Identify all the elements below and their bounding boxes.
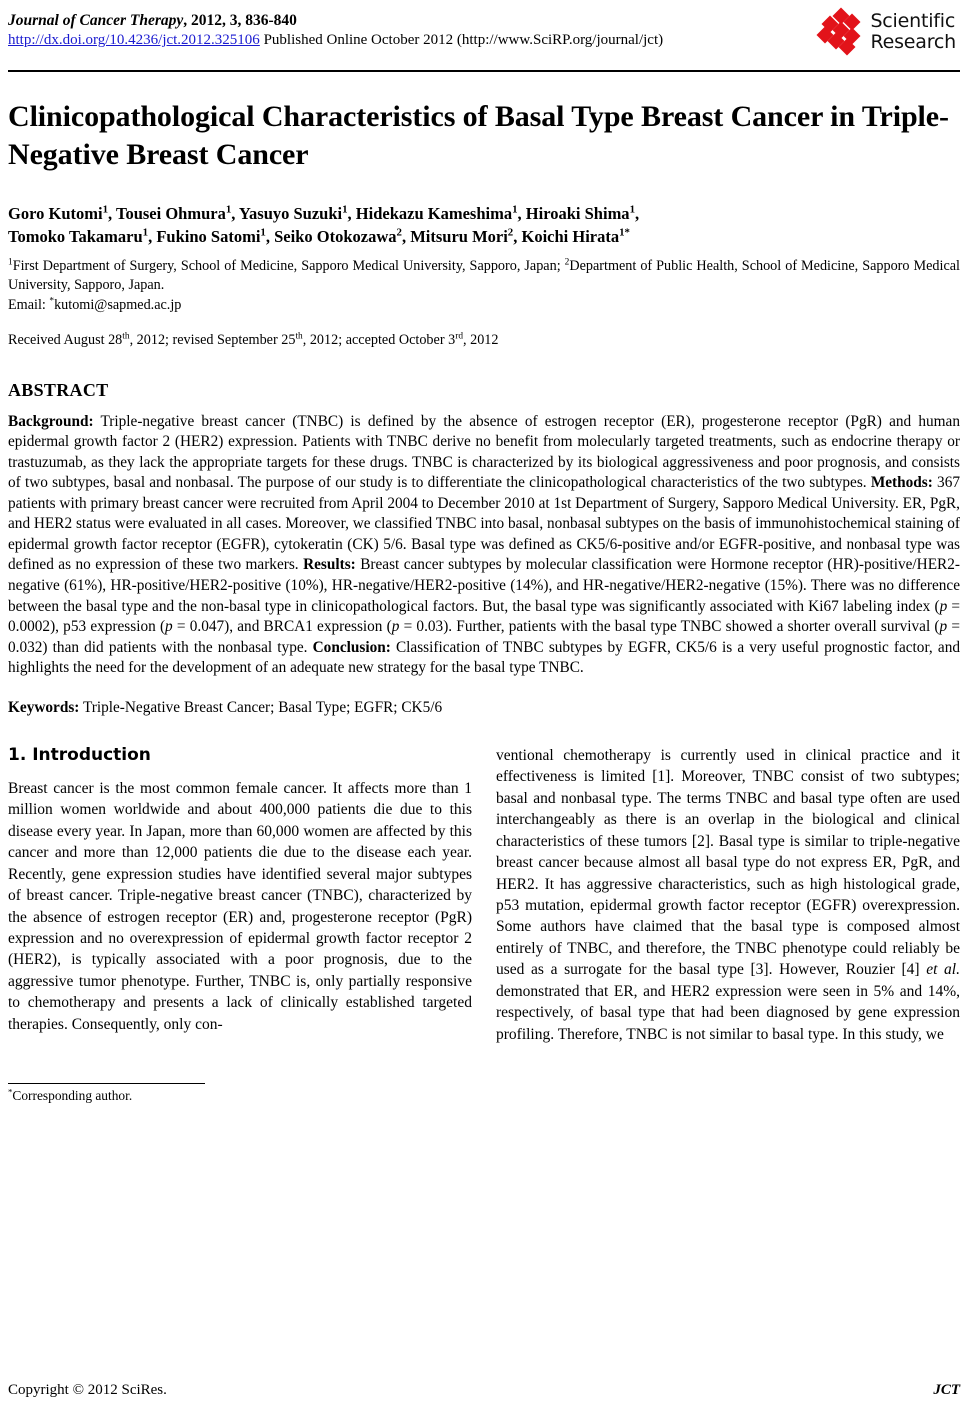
introduction-paragraph-left: Breast cancer is the most common female cancer. It affects more than 1 million women worldwide and about 400,000 patients die due to this disease every year. In Japan, more than 60,000 women are affected by this cancer and more than 12,000 patients die due to the disease each year. Recently, gene expression studies have identified several major subtypes of breast cancer. Triple-negative breast cancer (TNBC), characterized by the absence of estrogen receptor (ER) and, progesterone receptor (PgR) expression and no overexpression of epidermal growth factor receptor 2 (HER2), is typically associated with a poor prognosis, due to the aggressive tumor phenotype. Further, TNBC is, only partially responsive to chemotherapy and presents a lack of clinically established targeted therapies. Consequently, only con-	[8, 779, 472, 1033]
left-column	[8, 744, 472, 1103]
doi-link[interactable]: http://dx.doi.org/10.4236/jct.2012.325106	[8, 32, 260, 49]
publisher-name-line2: Research	[870, 31, 956, 53]
scientific-research-diamond-icon	[819, 10, 863, 54]
publisher-name	[870, 11, 956, 52]
keywords-label: Keywords:	[8, 698, 80, 716]
footnote-block	[8, 1083, 472, 1104]
masthead-divider	[8, 70, 960, 72]
page-footer	[8, 1382, 960, 1399]
abstract-body: Background: Triple-negative breast cancer (TNBC) is defined by the absence of estrogen receptor (ER), progesterone receptor (PgR) and human epidermal growth factor 2 (HER2) expression. Patients with TNBC derive no benefit from molecularly targeted treatments, such as endocrine therapy or trastuzumab, as they lack the appropriate targets for these drugs. TNBC is characterized by its biological aggressiveness and poor prognosis, and consists of two subtypes, basal and nonbasal. The purpose of our study is to differentiate the clinicopathological characteristics of the two subtypes. Methods: 367 patients with primary breast cancer were recruited from April 2004 to December 2010 at 1st Department of Surgery, Sapporo Medical University. ER, PgR, and HER2 status were evaluated in all cases. Moreover, we classified TNBC into basal, nonbasal subtypes on the basis of immunohistochemical staining of epidermal growth factor receptor (EGFR), cytokeratin (CK) 5/6. Basal type was defined as CK5/6-positive and/or EGFR-positive, and nonbasal type was defined as no expression of these two markers. Results: Breast cancer subtypes by molecular classification were Hormone receptor (HR)-positive/HER2-negative (61%), HR-positive/HER2-positive (10%), HR-negative/HER2-positive (14%), and HR-negative/HER2-negative (15%). There was no difference between the basal type and the non-basal type in clinicopathological factors. But, the basal type was significantly associated with Ki67 labeling index (p = 0.0002), p53 expression (p = 0.047), and BRCA1 expression (p = 0.03). Further, patients with the basal type TNBC showed a shorter overall survival (p = 0.032) than did patients with the nonbasal type. Conclusion: Classification of TNBC subtypes by EGFR, CK5/6 is a very useful prognostic factor, and highlights the need for the development of an adequate new strategy for the basal type TNBC.	[8, 412, 961, 677]
author-list	[8, 202, 960, 249]
keywords-values: Triple-Negative Breast Cancer; Basal Type; EGFR; CK5/6	[82, 698, 443, 716]
journal-issue: , 2012, 3, 836-840	[183, 12, 297, 29]
copyright-notice: Copyright © 2012 SciRes.	[8, 1382, 167, 1398]
journal-name: Journal of Cancer Therapy	[8, 12, 184, 29]
footnote-divider	[8, 1083, 205, 1084]
journal-citation-line	[8, 11, 663, 31]
doi-line	[8, 31, 663, 51]
publisher-logo	[819, 10, 960, 54]
introduction-paragraph-right: ventional chemotherapy is currently used in clinical practice and it effectiveness is limited [1]. Moreover, TNBC consist of two subtypes; basal and nonbasal type. The terms TNBC and basal type often are used interchangeably as there is an overlap in the biological and clinical characteristics of these tumors [2]. Basal type is similar to triple-negative breast cancer because almost all basal type do not express ER, PgR, and HER2. It has aggressive characteristics, such as high histological grade, p53 mutation, epidermal growth factor receptor (EGFR) overexpression. Some authors have claimed that the basal type is composed almost entirely of TNBC, and therefore, the TNBC phenotype could reliably be used as a surrogate for the basal type [3]. However, Rouzier [4] et al. demonstrated that ER, and HER2 expression were seen in 5% and 14%, respectively, of basal type that had been diagnosed by gene expression profiling. Therefore, TNBC is not similar to basal type. In this study, we	[496, 746, 960, 1043]
author-line-1: Goro Kutomi$^1$, Tousei Ohmura$^1$, Yasuyo Suzuki$^1$, Hidekazu Kameshima$^1$, Hiroaki Shima$^1$,	[8, 203, 640, 223]
corresponding-email: Email: *kutomi@sapmed.ac.jp	[8, 295, 182, 313]
masthead-text-block	[8, 10, 663, 51]
published-online-info: Published Online October 2012 (http://www.SciRP.org/journal/jct)	[259, 32, 664, 49]
page-title: Clinicopathological Characteristics of Basal Type Breast Cancer in Triple-Negative Breast Cancer	[8, 100, 949, 171]
masthead	[8, 10, 960, 62]
abstract-heading: ABSTRACT	[8, 379, 109, 400]
affiliation: $^1$First Department of Surgery, School of Medicine, Sapporo Medical University, Sapporo, Japan; $^2$Department of Public Health, School of Medicine, Sapporo Medical University, Sapporo, Japan.	[8, 257, 960, 294]
author-line-2: Tomoko Takamaru$^1$, Fukino Satomi$^1$, Seiko Otokozawa$^2$, Mitsuru Mori$^2$, Koichi Hirata$^{1*}$	[8, 226, 630, 247]
journal-abbreviation: JCT	[933, 1382, 960, 1398]
submission-dates: Received August 28th, 2012; revised September 25th, 2012; accepted October 3rd, 2012	[8, 330, 499, 348]
publisher-name-line1: Scientific	[870, 10, 956, 33]
section-heading-introduction: 1. Introduction	[8, 744, 151, 765]
keywords	[8, 699, 960, 717]
body-columns	[8, 744, 960, 1103]
right-column	[496, 745, 960, 1045]
footnote-corresponding-author: *Corresponding author.	[8, 1086, 133, 1103]
